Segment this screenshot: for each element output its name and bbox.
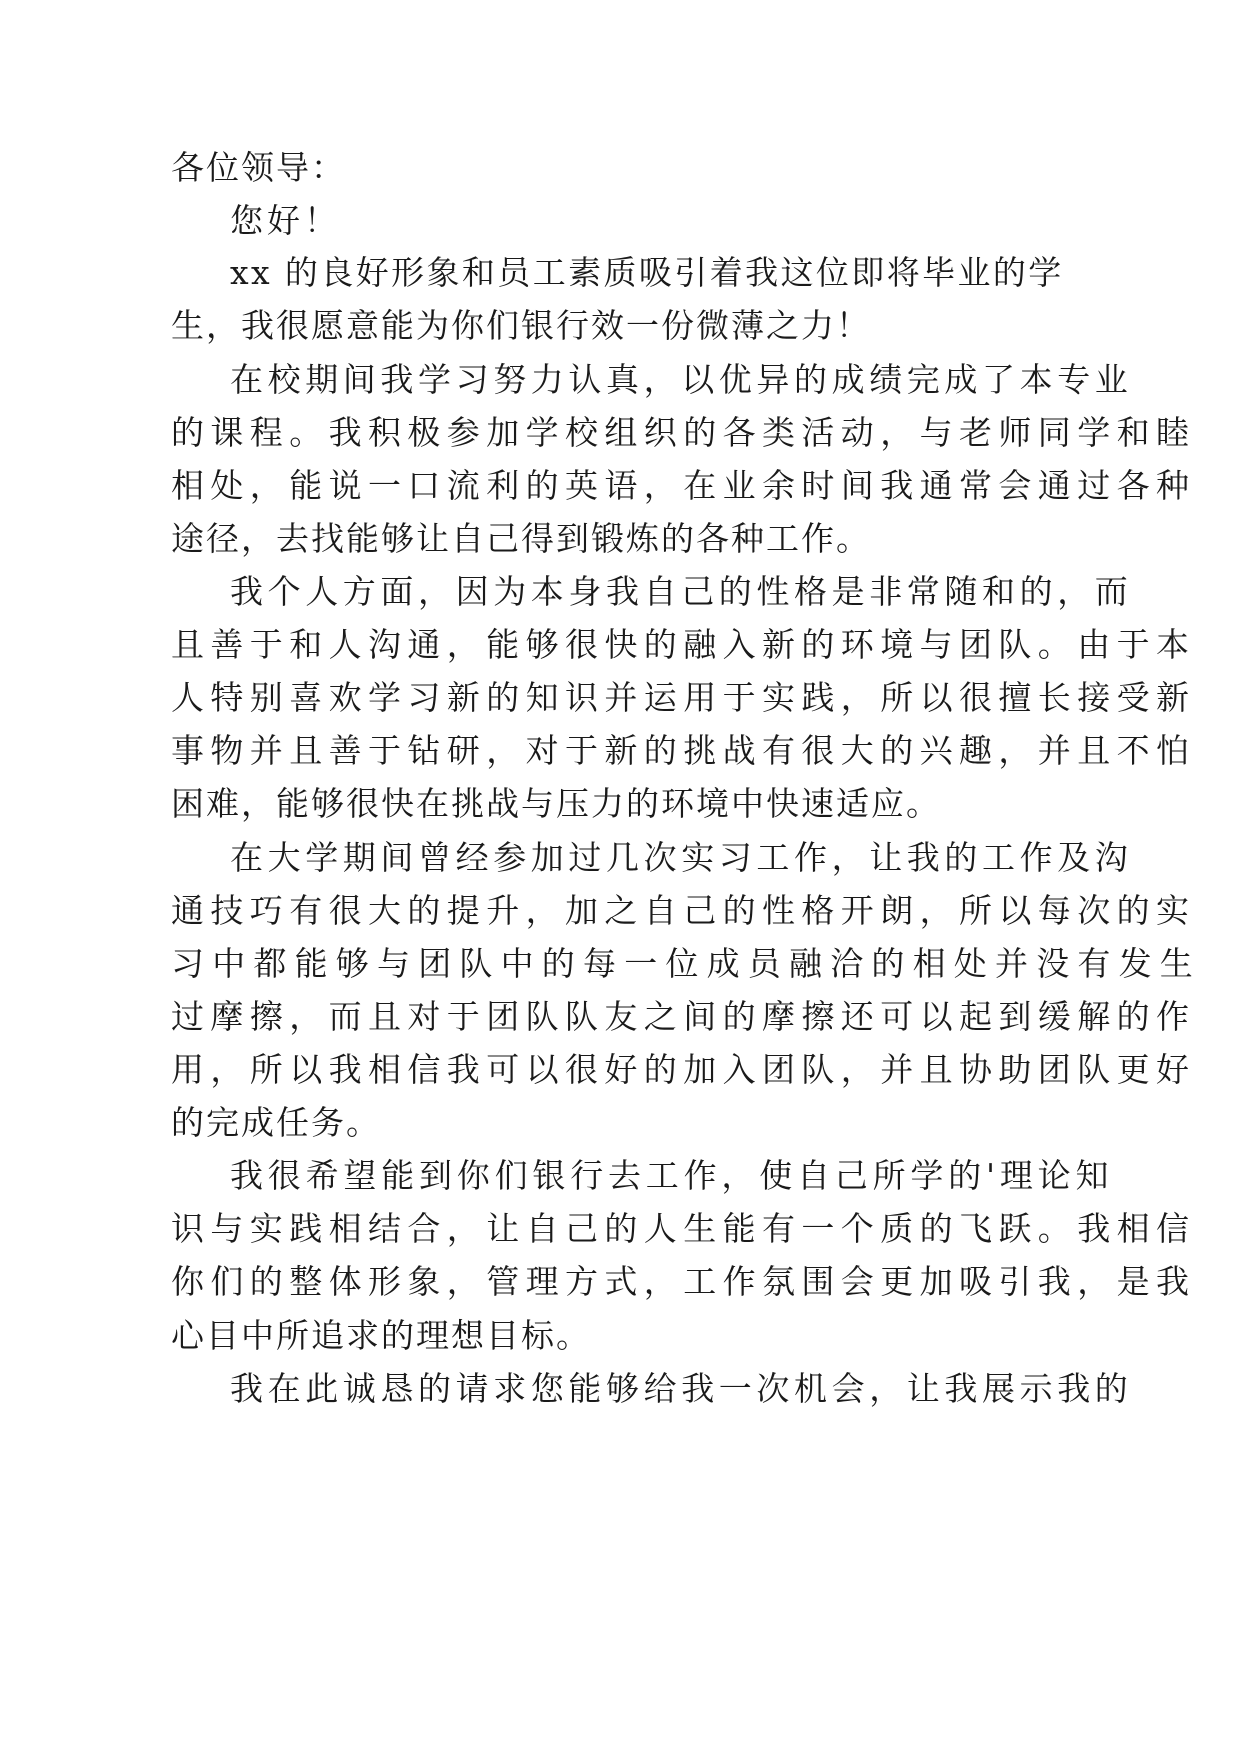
paragraph-5-line-2: 识与实践相结合，让自己的人生能有一个质的飞跃。我相信 <box>171 1209 1196 1248</box>
paragraph-4-line-4: 过摩擦，而且对于团队队友之间的摩擦还可以起到缓解的作 <box>171 997 1196 1036</box>
paragraph-4-line-6: 的完成任务。 <box>171 1103 381 1142</box>
paragraph-3-line-1: 我个人方面，因为本身我自己的性格是非常随和的，而 <box>230 572 1133 611</box>
paragraph-3-line-5: 困难，能够很快在挑战与压力的环境中快速适应。 <box>171 784 941 823</box>
paragraph-4-line-5: 用，所以我相信我可以很好的加入团队，并且协助团队更好 <box>171 1050 1196 1089</box>
paragraph-3-line-4: 事物并且善于钻研，对于新的挑战有很大的兴趣，并且不怕 <box>171 731 1196 770</box>
paragraph-1-line-1: xx 的良好形象和员工素质吸引着我这位即将毕业的学 <box>230 253 1064 292</box>
paragraph-2-line-1: 在校期间我学习努力认真，以优异的成绩完成了本专业 <box>230 360 1133 399</box>
greeting: 您好！ <box>230 201 341 240</box>
paragraph-4-line-3: 习中都能够与团队中的每一位成员融洽的相处并没有发生 <box>171 944 1201 983</box>
paragraph-3-line-3: 人特别喜欢学习新的知识并运用于实践，所以很擅长接受新 <box>171 678 1196 717</box>
paragraph-2-line-4: 途径，去找能够让自己得到锻炼的各种工作。 <box>171 519 871 558</box>
paragraph-5-line-4: 心目中所追求的理想目标。 <box>171 1316 591 1355</box>
paragraph-2-line-2: 的课程。我积极参加学校组织的各类活动，与老师同学和睦 <box>171 413 1196 452</box>
paragraph-5-line-3: 你们的整体形象，管理方式，工作氛围会更加吸引我，是我 <box>171 1262 1196 1301</box>
paragraph-1-line-2: 生，我很愿意能为你们银行效一份微薄之力！ <box>171 306 871 345</box>
paragraph-2-line-3: 相处，能说一口流利的英语，在业余时间我通常会通过各种 <box>171 466 1196 505</box>
paragraph-4-line-1: 在大学期间曾经参加过几次实习工作，让我的工作及沟 <box>230 838 1133 877</box>
salutation: 各位领导： <box>171 148 346 187</box>
paragraph-4-line-2: 通技巧有很大的提升，加之自己的性格开朗，所以每次的实 <box>171 891 1196 930</box>
paragraph-3-line-2: 且善于和人沟通，能够很快的融入新的环境与团队。由于本 <box>171 625 1196 664</box>
paragraph-6-line-1: 我在此诚恳的请求您能够给我一次机会，让我展示我的 <box>230 1369 1133 1408</box>
paragraph-5-line-1: 我很希望能到你们银行去工作，使自己所学的'理论知 <box>230 1156 1114 1195</box>
